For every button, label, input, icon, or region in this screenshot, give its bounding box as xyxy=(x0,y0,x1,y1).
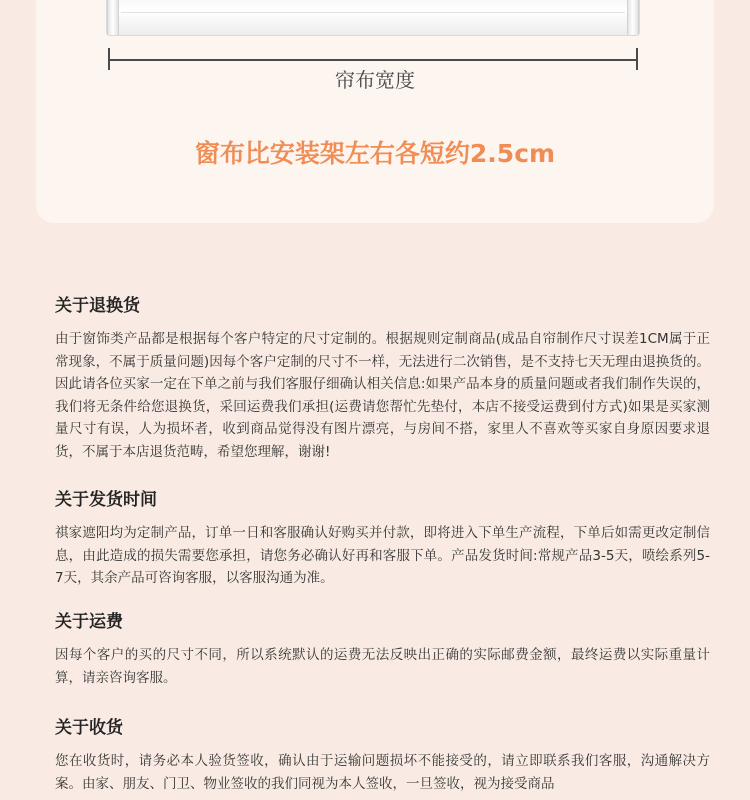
section-body: 您在收货时，请务必本人验货签收，确认由于运输问题损坏不能接受的，请立即联系我们客服，沟通解决方案。由家、朋友、门卫、物业签收的我们同视为本人签收，一旦签收，视为接受商品 xyxy=(55,753,710,792)
width-measure-line xyxy=(108,59,638,61)
size-note: 窗布比安装架左右各短约2.5cm xyxy=(194,139,556,168)
section-body: 由于窗饰类产品都是根据每个客户特定的尺寸定制的。根据规则定制商品(成品自帘制作尺寸误差1CM属于正常现象，不属于质量问题)因每个客户定制的尺寸不一样，无法进行二次销售，是不支持七天无理由退换货的。因此请各位买家一定在下单之前与我们客服仔细确认相关信息:如果产品本身的质量问题或者我们制作失误的，我们将无条件给您退换货，采回运费我们承担(运费请您帮忙先垫付，本店不接受运费到付方式)如果是买家测量尺寸有误，人为损坏者，收到商品觉得没有图片漂亮，与房间不搭，家里人不喜欢等买家自身原因要求退货，不属于本店退货范畴，希望您理解，谢谢! xyxy=(55,331,710,460)
section-shipping-fee xyxy=(55,610,710,689)
section-title: 关于运费 xyxy=(55,612,123,632)
curtain-width-label: 帘布宽度 xyxy=(335,68,415,92)
section-returns xyxy=(55,294,710,463)
curtain-rod-illustration xyxy=(106,0,640,36)
section-title: 关于退换货 xyxy=(55,296,140,316)
section-body: 因每个客户的买的尺寸不同，所以系统默认的运费无法反映出正确的实际邮费金额，最终运费以实际重量计算，请亲咨询客服。 xyxy=(55,647,710,686)
section-shipping-time xyxy=(55,488,710,590)
rod-right-cap xyxy=(627,0,639,35)
section-receiving xyxy=(55,716,710,795)
rod-left-cap xyxy=(107,0,119,35)
section-title: 关于发货时间 xyxy=(55,490,157,510)
section-body: 祺家遮阳均为定制产品，订单一日和客服确认好购买并付款，即将进入下单生产流程，下单后如需更改定制信息，由此造成的损失需要您承担，请您务必确认好再和客服下单。产品发货时间:常规产品3-5天，喷绘系列5-7天，其余产品可咨询客服，以客服沟通为准。 xyxy=(55,525,710,586)
section-title: 关于收货 xyxy=(55,718,123,738)
rod-highlight-line xyxy=(121,12,625,13)
